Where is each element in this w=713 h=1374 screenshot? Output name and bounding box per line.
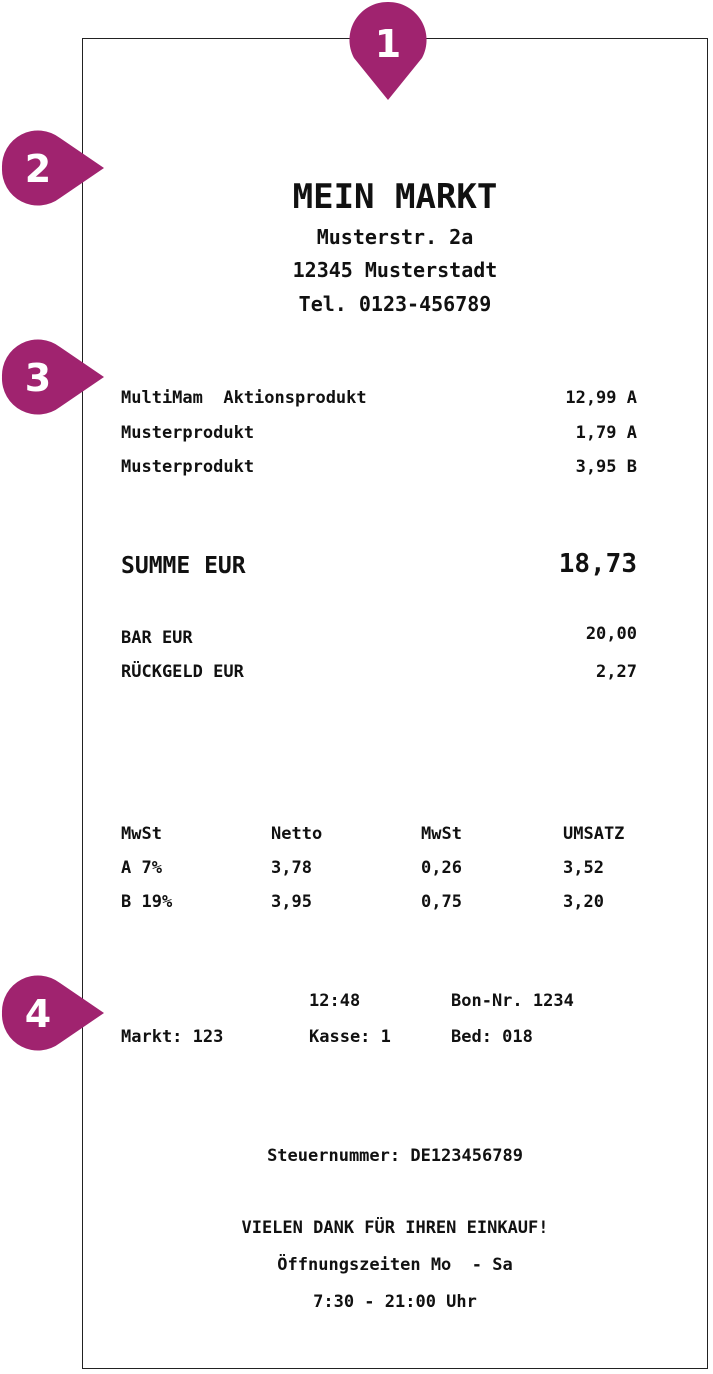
tax-cell: B 19% — [121, 892, 173, 912]
tax-cell: 3,78 — [271, 858, 312, 878]
opening-hours: 7:30 - 21:00 Uhr — [313, 1292, 477, 1312]
marker-1-icon — [346, 0, 430, 104]
tax-header: MwSt — [421, 824, 462, 844]
tax-cell: 3,52 — [563, 858, 604, 878]
store-phone: Tel. 0123-456789 — [298, 292, 492, 316]
tax-cell: A 7% — [121, 858, 162, 878]
thank-you: VIELEN DANK FÜR IHREN EINKAUF! — [241, 1218, 549, 1238]
marker-3-icon — [0, 339, 106, 415]
item-price: 1,79 A — [575, 423, 637, 443]
tax-cell: 0,26 — [421, 858, 462, 878]
total-label: SUMME EUR — [121, 553, 246, 579]
marker-1-label: 1 — [374, 22, 402, 66]
tax-cell: 3,95 — [271, 892, 312, 912]
tax-cell: 3,20 — [563, 892, 604, 912]
total-value: 18,73 — [558, 549, 637, 579]
opening-hours-label: Öffnungszeiten Mo - Sa — [277, 1255, 513, 1275]
change-value: 2,27 — [596, 662, 637, 682]
tax-header: UMSATZ — [563, 824, 625, 844]
time: 12:48 — [309, 991, 361, 1011]
tax-cell: 0,75 — [421, 892, 462, 912]
market-number: Markt: 123 — [121, 1027, 224, 1047]
bon-number: Bon-Nr. 1234 — [451, 991, 574, 1011]
receipt — [82, 38, 708, 1369]
marker-2-icon — [0, 130, 106, 206]
tax-header: Netto — [271, 824, 323, 844]
store-street: Musterstr. 2a — [316, 225, 474, 249]
item-name: Musterprodukt — [121, 457, 255, 477]
item-price: 3,95 B — [575, 457, 637, 477]
item-name: Musterprodukt — [121, 423, 255, 443]
operator-number: Bed: 018 — [451, 1027, 533, 1047]
store-name: MEIN MARKT — [292, 177, 498, 217]
cash-value: 20,00 — [585, 624, 637, 644]
cash-label: BAR EUR — [121, 628, 193, 648]
marker-2-label: 2 — [24, 147, 52, 191]
item-name: MultiMam Aktionsprodukt — [121, 388, 367, 408]
tax-header: MwSt — [121, 824, 162, 844]
store-city: 12345 Musterstadt — [292, 258, 498, 282]
tax-number: Steuernummer: DE123456789 — [267, 1146, 523, 1166]
marker-4-label: 4 — [24, 992, 52, 1036]
item-price: 12,99 A — [565, 388, 637, 408]
marker-4-icon — [0, 975, 106, 1051]
change-label: RÜCKGELD EUR — [121, 662, 244, 682]
register-number: Kasse: 1 — [309, 1027, 391, 1047]
marker-3-label: 3 — [24, 356, 52, 400]
